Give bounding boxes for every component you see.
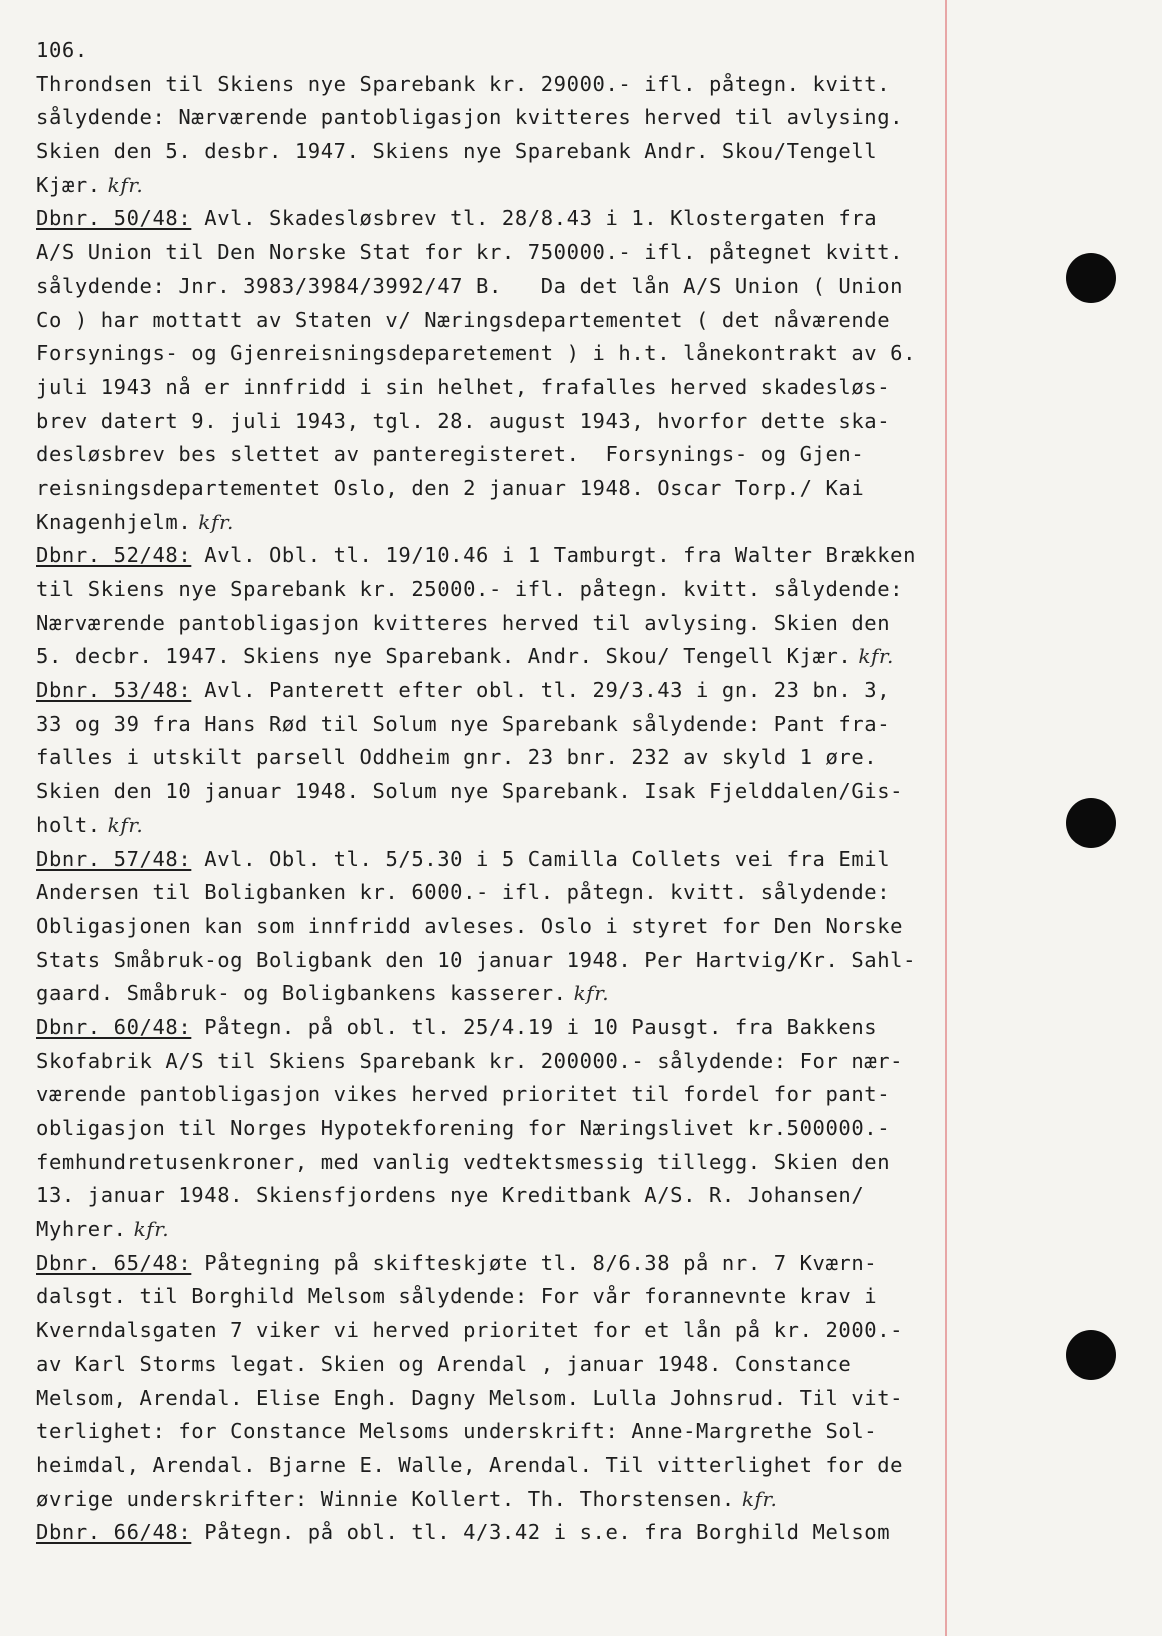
text-line [36,438,956,472]
line-text: sålydende: Nærværende pantobligasjon kvitteres herved til avlysing. [36,105,904,130]
line-text: av Karl Storms legat. Skien og Arendal , januar 1948. Constance [36,1351,852,1376]
handwritten-initials: kfr. [851,644,894,669]
text-line [36,304,956,338]
text-line [36,1213,956,1247]
text-line [36,1146,956,1180]
line-text: Skien den 10 januar 1948. Solum nye Sparebank. Isak Fjelddalen/Gis- [36,779,904,804]
line-text: Myhrer. [36,1217,127,1242]
line-text: til Skiens nye Sparebank kr. 25000.- ifl. påtegn. kvitt. sålydende: [36,577,904,601]
text-line [36,1280,956,1314]
text-line [36,1045,956,1079]
text-line [36,1483,956,1517]
text-line [36,1011,956,1045]
handwritten-initials: kfr. [100,172,144,197]
text-line [36,236,956,270]
line-text: 13. januar 1948. Skiensfjordens nye Kreditbank A/S. R. Johansen/ [36,1183,865,1208]
text-line [36,775,956,809]
line-text: sålydende: Jnr. 3983/3984/3992/47 B. Da det lån A/S Union ( Union [36,273,904,298]
entry-reference: Dbnr. 57/48: [36,846,192,871]
line-text: Kverndalsgaten 7 viker vi herved prioritet for et lån på kr. 2000.- [36,1318,904,1343]
entry-reference: Dbnr. 60/48: [36,1014,192,1039]
line-text: Andersen til Boligbanken kr. 6000.- ifl. påtegn. kvitt. sålydende: [36,880,891,905]
text-line [36,1415,956,1449]
text-line [36,1078,956,1112]
page-number: 106. [36,38,88,62]
line-text: Avl. Panterett efter obl. tl. 29/3.43 i gn. 23 bn. 3, [191,678,891,703]
line-text: juli 1943 nå er innfridd i sin helhet, frafalles herved skadesløs- [36,374,891,399]
line-text: Påtegning på skifteskjøte tl. 8/6.38 på nr. 7 Kværn- [191,1250,878,1275]
entry-reference: Dbnr. 50/48: [36,206,192,231]
handwritten-initials: kfr. [566,981,610,1006]
text-line [36,573,956,607]
line-text: holt. [36,812,101,837]
line-text: Skofabrik A/S til Skiens Sparebank kr. 200000.- sålydende: For nær- [36,1048,904,1073]
text-line [36,68,956,102]
text-line [36,101,956,135]
line-text: terlighet: for Constance Melsoms underskrift: Anne-Margrethe Sol- [36,1419,878,1444]
line-text: brev datert 9. juli 1943, tgl. 28. august 1943, hvorfor dette ska- [36,408,891,433]
entry-reference: Dbnr. 66/48: [36,1520,192,1545]
line-text: Nærværende pantobligasjon kvitteres herved til avlysing. Skien den [36,610,891,635]
text-line [36,843,956,877]
entry-reference: Dbnr. 65/48: [36,1250,192,1275]
text-line [36,135,956,169]
document-text [36,34,956,1550]
line-text: gaard. Småbruk- og Boligbankens kasserer. [36,981,567,1006]
text-line [36,1112,956,1146]
text-line [36,169,956,203]
handwritten-initials: kfr. [100,812,144,837]
punch-hole [1066,253,1116,303]
text-line [36,741,956,775]
line-text: falles i utskilt parsell Oddheim gnr. 23 bnr. 232 av skyld 1 øre. [36,745,878,770]
text-line [36,270,956,304]
line-text: Obligasjonen kan som innfridd avleses. Oslo i styret for Den Norske [36,913,904,938]
text-line [36,1247,956,1281]
entry-reference: Dbnr. 52/48: [36,543,192,568]
text-line [36,1449,956,1483]
line-text: obligasjon til Norges Hypotekforening for Næringslivet kr.500000.- [36,1116,891,1140]
text-line [36,944,956,978]
line-text: Påtegn. på obl. tl. 4/3.42 i s.e. fra Borghild Melsom [191,1520,891,1545]
text-line [36,607,956,641]
text-line [36,1382,956,1416]
text-line [36,506,956,540]
text-line [36,708,956,742]
entry-reference: Dbnr. 53/48: [36,678,192,703]
line-text: Throndsen til Skiens nye Sparebank kr. 29000.- ifl. påtegn. kvitt. [36,71,891,96]
line-text: Skien den 5. desbr. 1947. Skiens nye Sparebank Andr. Skou/Tengell [36,139,878,164]
text-line [36,809,956,843]
text-line [36,876,956,910]
text-line [36,1314,956,1348]
line-text: Avl. Obl. tl. 5/5.30 i 5 Camilla Collets vei fra Emil [191,846,891,871]
handwritten-initials: kfr. [191,509,234,534]
line-text: værende pantobligasjon vikes herved prioritet til fordel for pant- [36,1082,891,1107]
text-line [36,405,956,439]
line-text: 5. decbr. 1947. Skiens nye Sparebank. Andr. Skou/ Tengell Kjær. [36,644,852,669]
line-text: 33 og 39 fra Hans Rød til Solum nye Sparebank sålydende: Pant fra- [36,711,891,736]
text-line [36,371,956,405]
text-line [36,472,956,506]
line-text: Melsom, Arendal. Elise Engh. Dagny Melsom. Lulla Johnsrud. Til vit- [36,1385,904,1410]
text-line [36,539,956,573]
line-text: Påtegn. på obl. tl. 25/4.19 i 10 Pausgt. fra Bakkens [191,1014,878,1039]
line-text: Forsynings- og Gjenreisningsdeparetement ) i h.t. lånekontrakt av 6. [36,341,917,366]
handwritten-initials: kfr. [126,1217,170,1242]
line-text: reisningsdepartementet Oslo, den 2 januar 1948. Oscar Torp./ Kai [36,475,865,500]
text-line [36,1516,956,1550]
text-line [36,640,956,674]
line-text: A/S Union til Den Norske Stat for kr. 750000.- ifl. påtegnet kvitt. [36,240,904,265]
line-text: Knagenhjelm. [36,509,192,534]
line-text: Avl. Skadesløsbrev tl. 28/8.43 i 1. Klostergaten fra [191,206,878,231]
line-text: dalsgt. til Borghild Melsom sålydende: For vår forannevnte krav i [36,1284,878,1309]
line-text: Kjær. [36,172,101,197]
line-text: heimdal, Arendal. Bjarne E. Walle, Arendal. Til vitterlighet for de [36,1452,904,1477]
text-line [36,910,956,944]
line-text: Avl. Obl. tl. 19/10.46 i 1 Tamburgt. fra Walter Brækken [191,543,917,568]
line-text: femhundretusenkroner, med vanlig vedtektsmessig tillegg. Skien den [36,1149,891,1174]
text-line [36,674,956,708]
punch-hole [1066,798,1116,848]
text-line [36,337,956,371]
punch-hole [1066,1330,1116,1380]
text-line [36,977,956,1011]
line-text: desløsbrev bes slettet av panteregisteret. Forsynings- og Gjen- [36,442,865,467]
text-line [36,202,956,236]
text-line [36,1348,956,1382]
text-line [36,1179,956,1213]
line-text: øvrige underskrifter: Winnie Kollert. Th. Thorstensen. [36,1486,735,1511]
handwritten-initials: kfr. [734,1486,778,1511]
line-text: Co ) har mottatt av Staten v/ Næringsdepartementet ( det nåværende [36,307,891,332]
line-text: Stats Småbruk-og Boligbank den 10 januar 1948. Per Hartvig/Kr. Sahl- [36,947,917,972]
